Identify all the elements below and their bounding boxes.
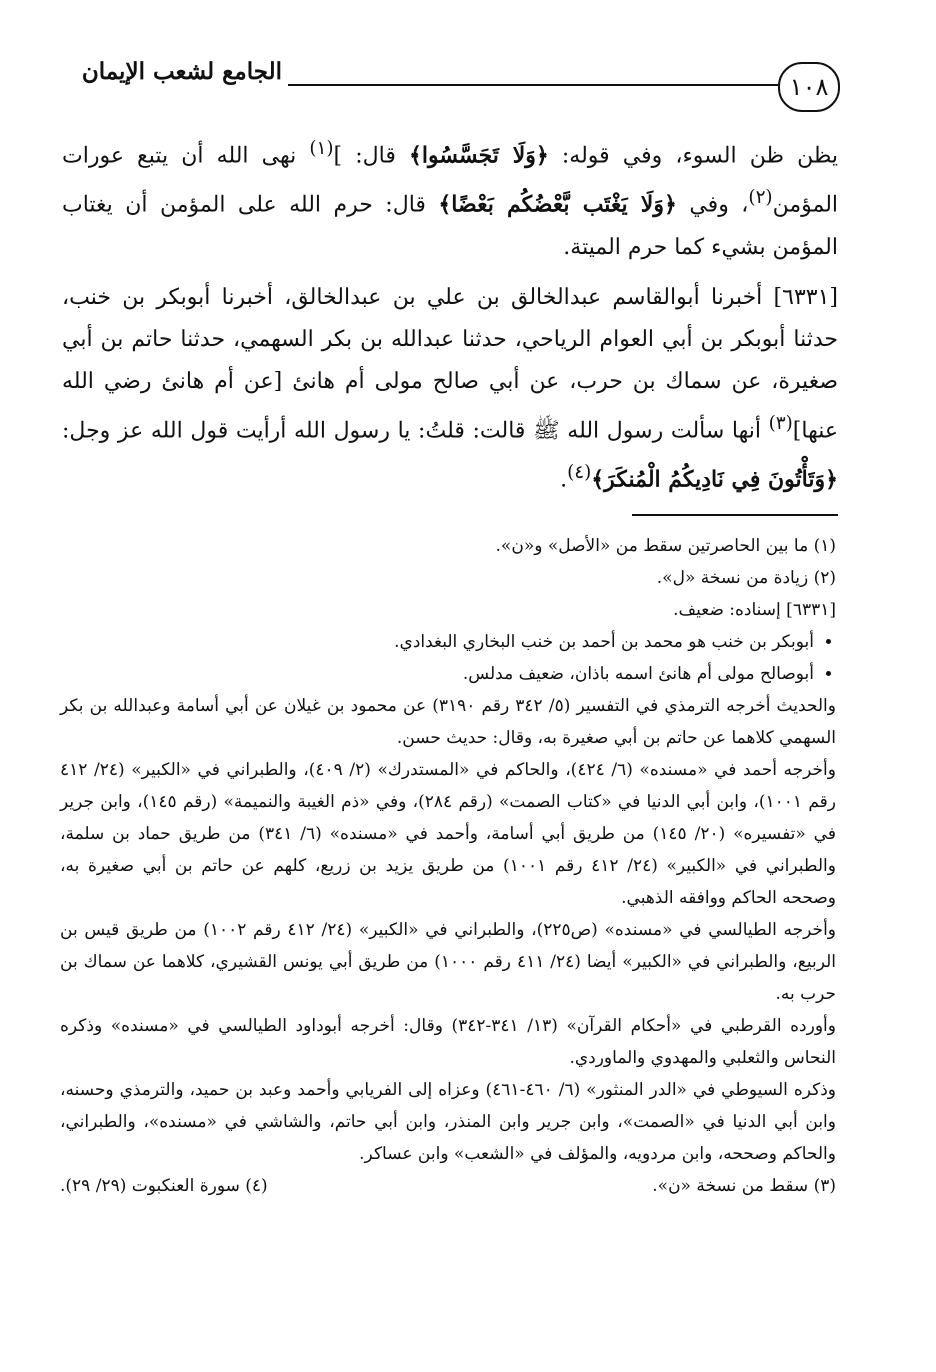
text-run: أنها سألت رسول الله ﷺ قالت: قلتُ: يا رسول الله أرأيت قول الله عز وجل: bbox=[62, 417, 769, 443]
narrator-note: • أبوبكر بن خنب هو محمد بن أحمد بن خنب البخاري البغدادي. bbox=[60, 626, 814, 658]
takhrij-paragraph: وأخرجه أحمد في «مسنده» (٦/ ٤٢٤)، والحاكم في «المستدرك» (٢/ ٤٠٩)، والطبراني في «الكبير» (٢٤/ ٤١٢ رقم ١٠٠١)، وابن أبي الدنيا في «كتاب الصمت» (رقم ٢٨٤)، وفي «ذم الغيبة والنميمة» (رقم ١٤٥)، وابن جرير في «تفسيره» (٢٠/ ١٤٥) من طريق أبي أسامة، وأحمد في «مسنده» (٦/ ٣٤١) من طريق حماد بن سلمة، والطبراني في «الكبير» (٢٤/ ٤١٢ رقم ١٠٠١) من طريق يزيد بن زريع، كلهم عن حاتم بن أبي صغيرة به، وصححه الحاكم ووافقه الذهبي. bbox=[60, 760, 836, 908]
header-rule bbox=[288, 84, 778, 86]
footnote-1: (١) ما بين الحاصرتين سقط من «الأصل» و«ن». bbox=[495, 536, 836, 556]
footnote-marker: (٣) bbox=[768, 412, 793, 434]
footnote-row bbox=[60, 1170, 836, 1202]
footnote-4: (٤) سورة العنكبوت (٢٩/ ٢٩). bbox=[60, 1176, 268, 1196]
text-run: قال: حرم الله على المؤمن أن يغتاب المؤمن بشيء كما حرم الميتة. bbox=[62, 192, 838, 260]
main-paragraph-1 bbox=[62, 128, 838, 269]
footnote-marker: (٢) bbox=[748, 187, 773, 209]
text-run: ، وفي bbox=[676, 192, 749, 218]
main-text bbox=[62, 128, 838, 509]
quran-quote: ﴿وَلَا تَجَسَّسُوا﴾ bbox=[408, 142, 549, 169]
footnote-marker: (١) bbox=[309, 138, 334, 159]
footnote-marker: (٤) bbox=[567, 461, 592, 483]
takhrij-paragraph: وأورده القرطبي في «أحكام القرآن» (١٣/ ٣٤١-٣٤٢) وقال: أخرجه أبوداود الطيالسي في «مسنده» وذكره النحاس والثعلبي والمهدوي والماوردي. bbox=[60, 1016, 836, 1068]
quran-quote: ﴿وَلَا يَغْتَب بَّعْضُكُم بَعْضًا﴾ bbox=[438, 191, 677, 218]
narrator-notes bbox=[60, 626, 836, 690]
footnote-3: (٣) سقط من نسخة «ن». bbox=[652, 1176, 836, 1196]
running-title: الجامع لشعب الإيمان bbox=[81, 58, 282, 85]
quran-quote: ﴿وَتَأْتُونَ فِي نَادِيكُمُ الْمُنكَرَ﴾ bbox=[591, 466, 838, 493]
text-run: نهى الله أن يتبع عورات المؤمن bbox=[62, 143, 839, 218]
page-number bbox=[778, 62, 840, 112]
text-run: . bbox=[560, 467, 568, 493]
text-run: يظن ظن السوء، وفي قوله: bbox=[548, 143, 839, 169]
main-paragraph-2 bbox=[62, 277, 838, 502]
takhrij-paragraph: وأخرجه الطيالسي في «مسنده» (ص٢٢٥)، والطبراني في «الكبير» (٢٤/ ٤١٢ رقم ١٠٠٢) من طريق قيس بن الربيع، والطبراني في «الكبير» أيضا (٢٤/ ٤١١ رقم ١٠٠٠) من طريق أبي يونس القشيري، كلاهما عن سماك بن حرب به. bbox=[60, 920, 836, 1004]
page-number-text: ١٠٨ bbox=[789, 73, 829, 101]
footnote-separator bbox=[632, 514, 838, 516]
narrator-note: • أبوصالح مولى أم هانئ اسمه باذان، ضعيف مدلس. bbox=[60, 658, 814, 690]
footnote-2: (٢) زيادة من نسخة «ل». bbox=[656, 568, 836, 588]
takhrij-paragraph: وذكره السيوطي في «الدر المنثور» (٦/ ٤٦٠-٤٦١) وعزاه إلى الفريابي وأحمد وعبد بن حميد، والترمذي وحسنه، وابن أبي الدنيا في «الصمت»، وابن جرير وابن المنذر، وابن أبي حاتم، والشاشي في «مسنده»، والطبراني، والحاكم وصححه، وابن مردويه، والمؤلف في «الشعب» وابن عساكر. bbox=[60, 1080, 836, 1164]
text-run: [٦٣٣١] أخبرنا أبوالقاسم عبدالخالق بن علي بن عبدالخالق، أخبرنا أبوبكر بن خنب، حدثنا أبوبكر بن أبي العوام الرياحي، حدثنا عبدالله بن بكر السهمي، حدثنا حاتم بن أبي صغيرة، عن سماك بن حرب، عن أبي صالح مولى أم هانئ [عن أم هانئ رضي الله عنها] bbox=[62, 284, 838, 443]
isnad-grade: [٦٣٣١] إسناده: ضعيف. bbox=[673, 600, 836, 620]
footnotes bbox=[60, 530, 836, 1202]
text-run: قال: ] bbox=[333, 143, 409, 169]
takhrij-paragraph: والحديث أخرجه الترمذي في التفسير (٥/ ٣٤٢ رقم ٣١٩٠) عن محمود بن غيلان عن أبي أسامة وعبدالله بن بكر السهمي كلاهما عن حاتم بن أبي صغيرة به، وقال: حديث حسن. bbox=[60, 696, 836, 748]
